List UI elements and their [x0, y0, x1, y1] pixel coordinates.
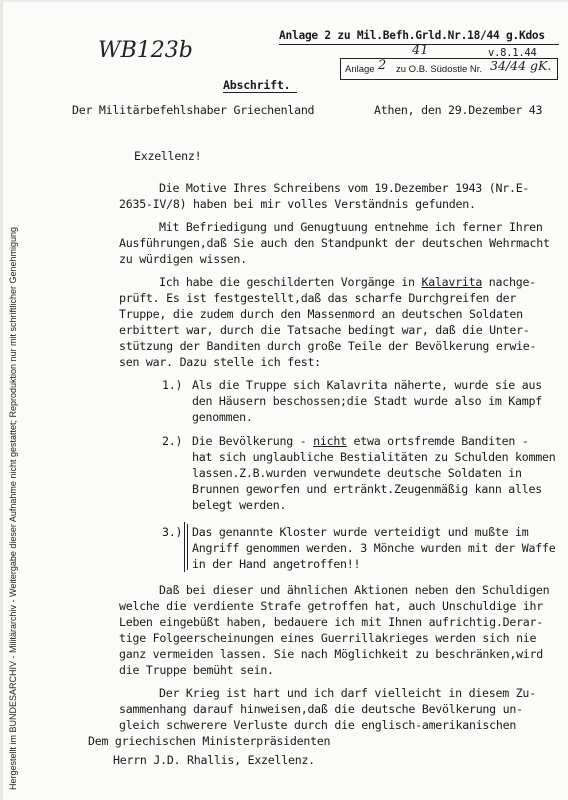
para3-line5: stützung der Banditen durch große Teile der Bevölkerung erwie- [119, 339, 537, 353]
para3-text: Ich habe die geschilderten Vorgänge in [159, 275, 422, 289]
stamp-handwritten-ref: 34/44 gK. [490, 58, 552, 73]
item2-number: 2.) [162, 434, 183, 448]
item2-line2: hat sich unglaubliche Bestialitäten zu Schulden kommen [192, 450, 556, 464]
scan-edge-top [0, 0, 568, 2]
item3-number: 3.) [162, 525, 183, 539]
item3-line2: Angriff genommen werden. 3 Mönche wurden mit der Waffe [192, 541, 556, 555]
salutation: Exzellenz! [134, 149, 202, 163]
sender: Der Militärbefehlshaber Griechenland [72, 103, 315, 117]
closing1-line3: Leben eingebüßt haben, bedauere ich mit Ihnen aufrichtig.Derar- [119, 615, 543, 629]
item1-line2: den Häusern beschossen;die Stadt wurde also im Kampf [192, 394, 542, 408]
archive-stamp: Hergestellt im BUNDESARCHIV - Militärarchiv - Weitergabe dieser Aufnahme nicht gestattet; Reproduktion nur mit schriftlicher Genehmigung [8, 226, 18, 790]
para3-line6: sen war. Dazu stelle ich fest: [119, 355, 321, 369]
para2-line3: zu würdigen wissen. [119, 252, 247, 266]
item1-line1: Als die Truppe sich Kalavrita näherte, wurde sie aus [192, 378, 542, 392]
para2-line1: Mit Befriedigung und Genugtuung entnehme ich ferner Ihren [159, 220, 543, 234]
item2-line5: belegt werden. [192, 498, 287, 512]
closing1-line4: tige Folgeerscheinungen eines Guerrillakrieges werden sich nie [119, 631, 537, 645]
item2-text: Die Bevölkerung - [192, 434, 314, 448]
closing2-line3: gleich schwerere Verluste durch die englisch-amerikanischen [119, 718, 517, 732]
closing1-line1: Daß bei dieser und ähnlichen Aktionen neben den Schuldigen [159, 583, 550, 597]
para3-line4: erbittert war, durch die Tatsache bedingt war, daß die Unter- [119, 323, 530, 337]
item2-line3: lassen.Z.B.wurden verwundete deutsche Soldaten in [192, 466, 522, 480]
para3-line2: prüft. Es ist festgestellt,daß das scharfe Durchgreifen der [119, 291, 517, 305]
closing2-line1: Der Krieg ist hart und ich darf vielleicht in diesem Zu- [159, 686, 536, 700]
kalavrita-underlined: Kalavrita [421, 275, 483, 289]
item3-line3: in der Hand angetroffen!! [192, 557, 361, 571]
item2-text-end: etwa ortsfremde Banditen - [346, 434, 529, 448]
para3-line1 [159, 275, 536, 289]
item2-line4: Brunnen geworfen und ertränkt.Zeugenmäßig kann alles [192, 482, 542, 496]
closing1-line5: ganz vermeiden lassen. Sie nach Möglichkeit zu beschränken,wird [119, 647, 543, 661]
item1-line3: genommen. [192, 410, 253, 424]
title-underline [223, 92, 297, 93]
place-date: Athen, den 29.Dezember 43 [374, 103, 543, 117]
stamp-prefix: Anlage [345, 64, 375, 75]
item3-line1: Das genannte Kloster wurde verteidigt und mußte im [192, 525, 529, 539]
closing1-line6: die Truppe bemüht sein. [119, 663, 274, 677]
recipient-line2: Herrn J.D. Rhallis, Exzellenz. [113, 753, 315, 767]
handwritten-number: 41 [412, 43, 429, 58]
recipient-line1: Dem griechischen Ministerpräsidenten [88, 734, 331, 748]
item3-margin-bar-2 [187, 524, 188, 570]
closing2-line2: sammenhang darauf hinweisen,daß die deutsche Bevölkerung un- [119, 702, 523, 716]
para1-line2: 2635-IV/8) haben bei mir volles Verständnis gefunden. [119, 197, 476, 211]
para1-line1: Die Motive Ihres Schreibens vom 19.Dezember 1943 (Nr.E- [159, 181, 530, 195]
anlage-reference: Anlage 2 zu Mil.Befh.Grld.Nr.18/44 g.Kdos [279, 29, 545, 42]
item3-margin-bar [184, 522, 185, 572]
stamp-middle-text: zu O.B. Südostle Nr. [396, 64, 483, 75]
item2-line1 [192, 434, 529, 448]
stamp-handwritten-number: 2 [378, 58, 387, 73]
reference-date: v.8.1.44 [488, 47, 537, 59]
closing1-line2: welche die verdiente Strafe getroffen hat, auch Unschuldige ihr [119, 599, 543, 613]
para3-text-end: nachge- [482, 275, 536, 289]
nicht-underlined: nicht [313, 434, 347, 448]
para3-line3: Truppe, die zudem durch den Massenmord an deutschen Soldaten [119, 307, 523, 321]
handwritten-archive-id: WB123b [98, 38, 193, 63]
scan-edge-left [0, 0, 3, 800]
item1-number: 1.) [162, 378, 183, 392]
para2-line2: Ausführungen,daß Sie auch den Standpunkt der deutschen Wehrmacht [119, 236, 550, 250]
document-title: Abschrift. [223, 78, 291, 92]
